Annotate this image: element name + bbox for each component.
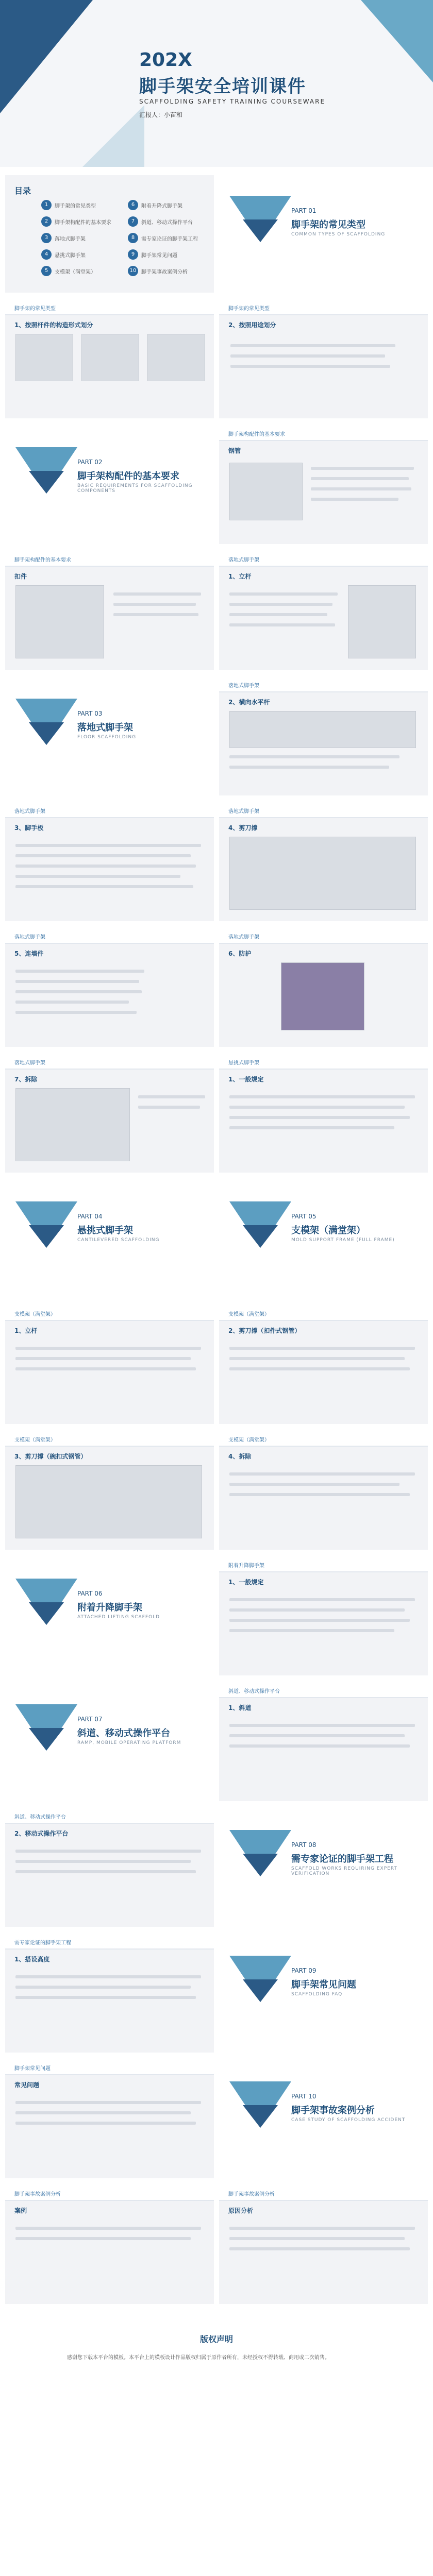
content-slide (219, 1055, 428, 1173)
slide-title: 4、拆除 (228, 1453, 252, 1460)
slide-header: 落地式脚手架 (228, 683, 259, 689)
content-slide (219, 427, 428, 544)
section-part: PART 08 (291, 1841, 317, 1849)
section-part: PART 05 (291, 1213, 317, 1220)
cover-triangle-decoration (361, 0, 433, 82)
slide-header: 脚手架的常见类型 (14, 306, 56, 312)
slide-header: 支模架（满堂架） (228, 1312, 270, 1317)
section-en: COMMON TYPES OF SCAFFOLDING (291, 232, 386, 237)
slide-header: 落地式脚手架 (14, 809, 45, 815)
section-slide (5, 427, 214, 544)
section-title: 落地式脚手架 (77, 722, 133, 733)
cover-triangle-decoration (0, 0, 93, 113)
slide-title: 1、一般规定 (228, 1579, 264, 1586)
toc-item[interactable]: 5 支模架（满堂架） (41, 266, 120, 276)
cover-reporter: 汇报人：小苗和 (139, 111, 183, 118)
slide-title: 6、防护 (228, 950, 252, 957)
slide-title: 3、脚手板 (14, 824, 44, 832)
cover-subtitle: SCAFFOLDING SAFETY TRAINING COURSEWARE (139, 98, 326, 105)
toc-item[interactable]: 2 脚手架构配件的基本要求 (41, 216, 120, 227)
slide-header: 脚手架事故案例分析 (228, 2192, 275, 2197)
section-part: PART 03 (77, 710, 103, 717)
section-title: 需专家论证的脚手架工程 (291, 1854, 393, 1865)
section-part: PART 04 (77, 1213, 103, 1220)
slide-header: 脚手架的常见类型 (228, 306, 270, 312)
section-en: SCAFFOLD WORKS REQUIRING EXPERT VERIFICATION (291, 1866, 397, 1876)
toc-item[interactable]: 7 斜道、移动式操作平台 (128, 216, 206, 227)
toc-item[interactable]: 6 附着升降式脚手架 (128, 200, 206, 210)
section-en: BASIC REQUIREMENTS FOR SCAFFOLDING COMPONENTS (77, 483, 193, 494)
content-slide (219, 301, 428, 418)
slide-title: 1、立杆 (14, 1327, 38, 1334)
slide-title: 案例 (14, 2207, 27, 2214)
toc-list (41, 200, 206, 276)
slide-title: 扣件 (14, 573, 27, 580)
slide-title: 3、剪刀撑（碗扣式钢管） (14, 1453, 87, 1460)
section-slide (5, 1558, 214, 1675)
image-placeholder (81, 334, 139, 381)
section-triangle-decoration (243, 219, 278, 242)
cover-triangle-decoration (82, 105, 144, 167)
section-part: PART 09 (291, 1967, 317, 1974)
slide-header: 需专家论证的脚手架工程 (14, 1940, 71, 1946)
slide-title: 钢管 (228, 447, 241, 454)
slide-header: 落地式脚手架 (228, 935, 259, 940)
content-slide (219, 1684, 428, 1801)
slide-header: 支模架（满堂架） (14, 1437, 56, 1443)
image-placeholder (15, 334, 73, 381)
content-slide (5, 552, 214, 670)
section-title: 支模架（满堂架） (291, 1225, 365, 1236)
content-slide (5, 2187, 214, 2304)
slide-header: 脚手架构配件的基本要求 (228, 432, 285, 437)
section-title: 附着升降脚手架 (77, 1602, 142, 1613)
image-placeholder (147, 334, 205, 381)
slide-title: 1、搭设高度 (14, 1956, 50, 1963)
section-part: PART 07 (77, 1716, 103, 1723)
section-title: 脚手架的常见类型 (291, 219, 365, 230)
section-title: 脚手架常见问题 (291, 1979, 356, 1990)
content-slide (219, 929, 428, 1047)
section-en: FLOOR SCAFFOLDING (77, 735, 137, 740)
image-placeholder (15, 1465, 202, 1538)
content-slide (219, 804, 428, 921)
slide-header: 落地式脚手架 (228, 809, 259, 815)
copyright-slide (5, 2312, 428, 2441)
content-slide (219, 1432, 428, 1550)
section-slide (5, 1181, 214, 1298)
toc-item[interactable]: 8 需专家论证的脚手架工程 (128, 233, 206, 243)
section-slide (219, 1181, 428, 1298)
section-title: 脚手架构配件的基本要求 (77, 471, 179, 482)
slide-title: 1、斜道 (228, 1704, 252, 1711)
slide-title: 2、横向水平杆 (228, 699, 270, 706)
section-en: CANTILEVERED SCAFFOLDING (77, 1238, 160, 1243)
toc-title: 目录 (14, 186, 31, 196)
image-placeholder (229, 463, 303, 520)
slide-header: 附着升降脚手架 (228, 1563, 264, 1569)
image-placeholder (281, 962, 364, 1030)
slide-header: 悬挑式脚手架 (228, 1060, 259, 1066)
content-slide (219, 552, 428, 670)
slide-title: 1、按照杆件的构造形式划分 (14, 321, 93, 329)
section-part: PART 02 (77, 459, 103, 466)
cover-title: 脚手架安全培训课件 (139, 76, 306, 97)
image-placeholder (229, 837, 416, 910)
content-slide (219, 678, 428, 795)
section-title: 悬挑式脚手架 (77, 1225, 133, 1236)
content-slide (5, 1809, 214, 1927)
image-placeholder (229, 711, 416, 748)
copyright-title: 版权声明 (199, 2334, 233, 2344)
section-slide (219, 2061, 428, 2178)
slide-header: 支模架（满堂架） (228, 1437, 270, 1443)
section-part: PART 10 (291, 2093, 317, 2100)
content-slide (5, 804, 214, 921)
content-slide (219, 2187, 428, 2304)
content-slide (5, 301, 214, 418)
section-en: MOLD SUPPORT FRAME (FULL FRAME) (291, 1238, 395, 1243)
slide-header: 落地式脚手架 (14, 935, 45, 940)
image-placeholder (348, 585, 416, 658)
section-slide (219, 1935, 428, 2053)
section-en: ATTACHED LIFTING SCAFFOLD (77, 1615, 160, 1620)
toc-item[interactable]: 4 悬挑式脚手架 (41, 249, 120, 260)
section-part: PART 01 (291, 207, 317, 214)
slide-header: 脚手架构配件的基本要求 (14, 557, 71, 563)
slide-header: 脚手架事故案例分析 (14, 2192, 61, 2197)
content-slide (5, 1432, 214, 1550)
cover-year: 202X (139, 49, 192, 71)
section-en: RAMP, MOBILE OPERATING PLATFORM (77, 1740, 181, 1745)
section-title: 斜道、移动式操作平台 (77, 1728, 170, 1739)
section-slide (219, 1809, 428, 1927)
content-slide (5, 1055, 214, 1173)
slide-header: 落地式脚手架 (228, 557, 259, 563)
toc-item[interactable]: 9 脚手架常见问题 (128, 249, 206, 260)
toc-item[interactable]: 1 脚手架的常见类型 (41, 200, 120, 210)
toc-item[interactable]: 10 脚手架事故案例分析 (128, 266, 206, 276)
section-en: SCAFFOLDING FAQ (291, 1992, 343, 1997)
slide-title: 常见问题 (14, 2081, 40, 2089)
slide-header: 斜道、移动式操作平台 (228, 1689, 280, 1694)
slide-title: 4、剪刀撑 (228, 824, 258, 832)
section-slide (219, 175, 428, 293)
slide-header: 落地式脚手架 (14, 1060, 45, 1066)
section-part: PART 06 (77, 1590, 103, 1597)
image-placeholder (15, 1088, 130, 1161)
slide-header: 脚手架常见问题 (14, 2066, 51, 2072)
section-slide (5, 1684, 214, 1801)
slide-title: 2、按照用途划分 (228, 321, 276, 329)
slide-title: 1、立杆 (228, 573, 252, 580)
toc-slide (5, 175, 214, 293)
content-slide (5, 1307, 214, 1424)
slide-title: 5、连墙件 (14, 950, 44, 957)
section-en: CASE STUDY OF SCAFFOLDING ACCIDENT (291, 2117, 406, 2123)
slide-title: 1、一般规定 (228, 1076, 264, 1083)
cover-slide (0, 0, 433, 167)
slide-title: 7、拆除 (14, 1076, 38, 1083)
content-slide (5, 2061, 214, 2178)
slide-header: 支模架（满堂架） (14, 1312, 56, 1317)
content-slide (219, 1558, 428, 1675)
section-slide (5, 678, 214, 795)
content-slide (219, 1307, 428, 1424)
slide-title: 2、移动式操作平台 (14, 1830, 69, 1837)
section-title: 脚手架事故案例分析 (291, 2105, 375, 2116)
image-placeholder (15, 585, 104, 658)
slide-header: 斜道、移动式操作平台 (14, 1815, 66, 1820)
slide-title: 2、剪刀撑（扣件式钢管） (228, 1327, 301, 1334)
content-slide (5, 1935, 214, 2053)
slide-title: 原因分析 (228, 2207, 254, 2214)
copyright-text: 感谢您下载本平台的模板。本平台上的模板设计作品版权归属于原作者所有，未经授权不得转载、商用或二次销售。 (67, 2355, 330, 2361)
toc-item[interactable]: 3 落地式脚手架 (41, 233, 120, 243)
content-slide (5, 929, 214, 1047)
